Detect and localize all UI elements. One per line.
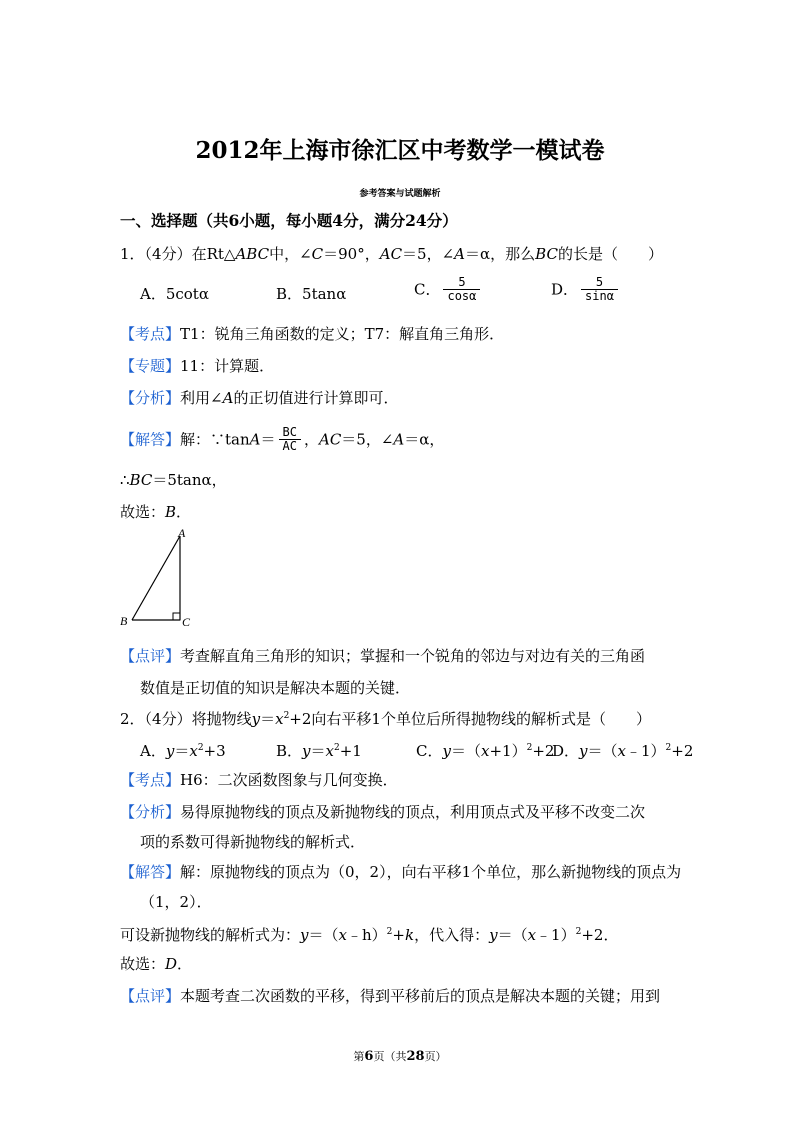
q2-fenxi-cont: 项的系数可得新抛物线的解析式．	[140, 833, 366, 851]
q1-option-b: B．5tanα	[276, 285, 347, 303]
tan-fraction: $\frac{BC}{AC}$	[279, 426, 301, 453]
q2-stem: 2．（4分）将抛物线$y=x^2+2$向右平移1个单位后所得抛物线的解析式是（ ）	[120, 710, 651, 728]
q2-kaodian: 【考点】H6：二次函数图象与几何变换．	[120, 771, 398, 789]
q1-fenxi: 【分析】利用∠A的正切值进行计算即可．	[120, 389, 399, 407]
q1-zhuanti: 【专题】11：计算题．	[120, 357, 275, 375]
q1-stem: 1．（4分）在Rt△ABC中，∠C＝90°，AC＝5，∠A＝α，那么BC的长是（ ）	[120, 245, 663, 263]
vertex-a-label: A	[178, 526, 186, 540]
q2-dianping: 【点评】本题考查二次函数的平移，得到平移前后的顶点是解决本题的关键；用到	[120, 987, 661, 1005]
right-angle-marker	[173, 613, 180, 620]
q2-option-b: B．$y=x^2+1$	[276, 742, 362, 760]
q1-option-d: D． $\frac{5}{\sin\alpha}$	[551, 276, 621, 303]
q1-jieda: 【解答】解：∵tanA＝ $\frac{BC}{AC}$ ，AC＝5，∠A＝α，	[120, 425, 445, 453]
vertex-c-label: C	[182, 615, 191, 629]
side-ab	[132, 536, 180, 620]
current-page: 6	[364, 1049, 374, 1064]
q2-answer: 故选：D．	[120, 955, 193, 973]
q2-line3: 可设新抛物线的解析式为：y＝（x﹣h）$^2$+k，代入得：y＝（x﹣1）$^2$+2．	[120, 926, 619, 944]
page-footer: 第6页（共28页）	[353, 1049, 447, 1064]
q2-option-c: C．$y=(x+1)^2+2$	[416, 742, 555, 760]
q2-fenxi: 【分析】易得原抛物线的顶点及新抛物线的顶点，利用顶点式及平移不改变二次	[120, 803, 646, 821]
total-pages: 28	[406, 1049, 425, 1064]
q1-therefore: ∴BC＝5tanα，	[120, 471, 227, 489]
q2-option-d: D．y＝（x﹣1）$^2$+2	[552, 742, 694, 760]
q1-dianping: 【点评】考查解直角三角形的知识；掌握和一个锐角的邻边与对边有关的三角函	[120, 647, 646, 665]
subtitle: 参考答案与试题解析	[359, 189, 441, 199]
q2-jieda-cont: （1，2）．	[140, 893, 212, 911]
vertex-b-label: B	[120, 614, 128, 628]
q1-answer: 故选：B．	[120, 503, 192, 521]
q1-option-a: A．5cotα	[140, 285, 209, 303]
q1-option-c: C． $\frac{5}{\cos\alpha}$	[414, 276, 483, 303]
q1-dianping-cont: 数值是正切值的知识是解决本题的关键．	[140, 679, 411, 697]
triangle-figure	[118, 526, 198, 630]
q1-kaodian: 【考点】T1：锐角三角函数的定义；T7：解直角三角形．	[120, 325, 505, 343]
q2-option-a: A．$y=x^2+3$	[140, 742, 226, 760]
q2-jieda: 【解答】解：原抛物线的顶点为（0，2），向右平移1个单位，那么新抛物线的顶点为	[120, 863, 682, 881]
page-title: 2012年上海市徐汇区中考数学一模试卷	[195, 137, 605, 164]
section-heading: 一、选择题（共6小题，每小题4分，满分24分）	[120, 211, 458, 230]
